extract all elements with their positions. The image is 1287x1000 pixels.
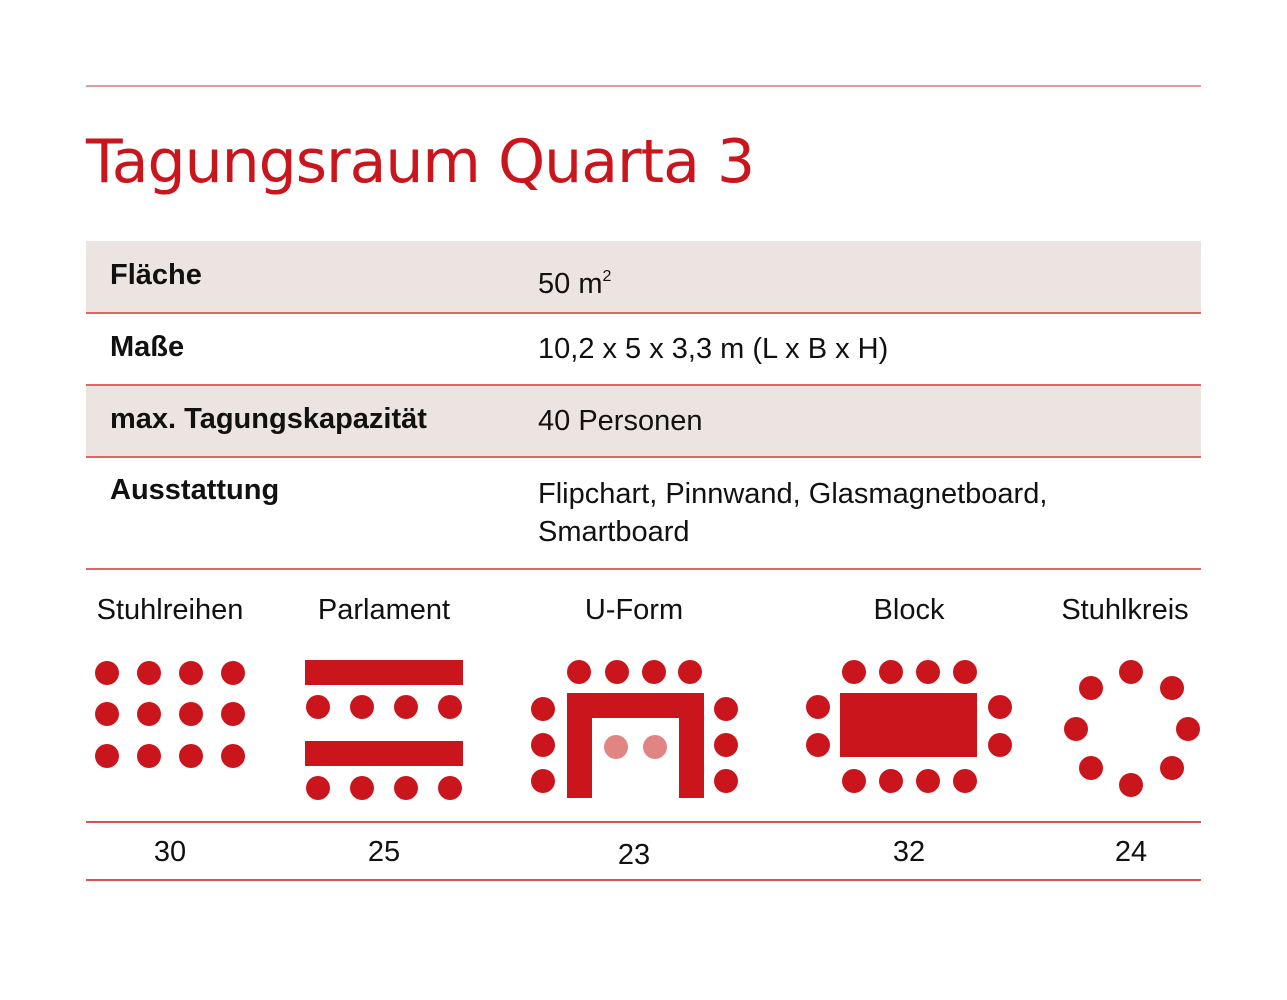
stuhlreihen-diagram [95, 661, 245, 768]
capacity-block: 32 [892, 836, 926, 868]
page-title: Tagungsraum Quarta 3 [86, 127, 755, 197]
spec-value [538, 258, 611, 303]
spec-row-dimensions [86, 314, 1201, 386]
capacity-top-divider [86, 821, 1201, 823]
spec-label: max. Tagungskapazität [110, 403, 427, 435]
layout-label-u-form: U-Form [584, 594, 684, 626]
equipment-line-2: Smartboard [538, 516, 690, 548]
layout-label-parlament: Parlament [317, 594, 451, 626]
spec-row-capacity [86, 386, 1201, 458]
area-value: 50 m [538, 268, 603, 300]
u-form-diagram [531, 660, 738, 798]
spec-value [538, 475, 1047, 551]
spec-table [86, 241, 1201, 570]
spec-value: 40 Personen [538, 405, 703, 437]
layout-label-stuhlreihen: Stuhlreihen [96, 594, 244, 626]
spec-value: 10,2 x 5 x 3,3 m (L x B x H) [538, 333, 889, 365]
spec-label: Ausstattung [110, 474, 280, 506]
capacity-parlament: 25 [367, 836, 401, 868]
parlament-diagram [305, 660, 463, 800]
block-diagram [806, 660, 1012, 793]
top-divider [86, 85, 1201, 87]
spec-label: Fläche [110, 259, 202, 291]
spec-label: Maße [110, 331, 185, 363]
seating-diagrams [0, 640, 1287, 820]
layout-label-stuhlkreis: Stuhlkreis [1061, 594, 1189, 626]
equipment-line-1: Flipchart, Pinnwand, Glasmagnetboard, [538, 478, 1048, 510]
capacity-stuhlreihen: 30 [153, 836, 187, 868]
spec-row-area [86, 241, 1201, 314]
layout-label-block: Block [873, 594, 945, 626]
capacity-stuhlkreis: 24 [1114, 836, 1148, 868]
capacity-u-form: 23 [617, 839, 651, 871]
stuhlkreis-diagram [1064, 660, 1200, 797]
area-unit-exponent: 2 [602, 268, 612, 285]
spec-row-equipment [86, 458, 1201, 570]
capacity-bottom-divider [86, 879, 1201, 881]
